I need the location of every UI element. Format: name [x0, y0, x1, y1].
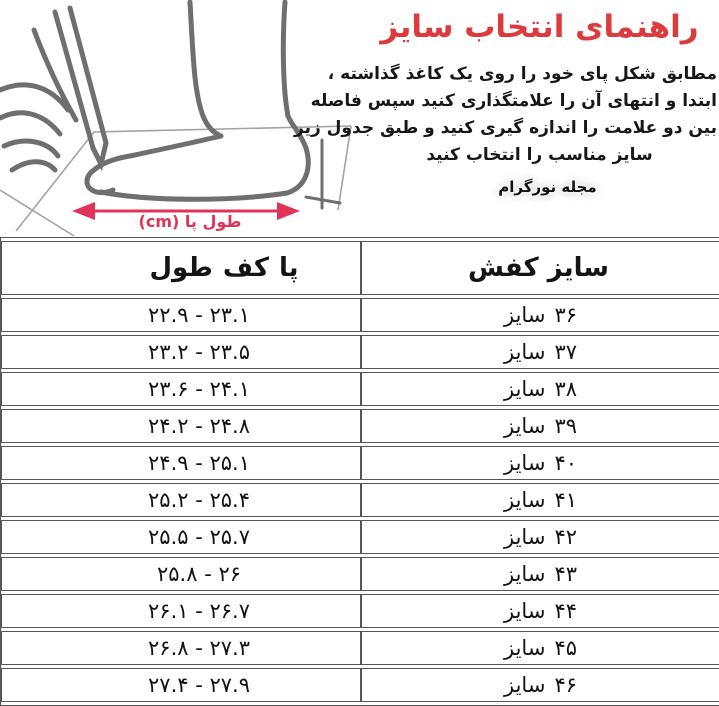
instructions [294, 61, 717, 169]
size-number: ۴۳ [554, 562, 577, 586]
intro-text-block [294, 0, 717, 196]
shoe-size [361, 446, 719, 480]
table-row [1, 372, 719, 406]
size-number: ۴۵ [554, 636, 577, 660]
size-word: سایز [504, 525, 546, 549]
foot-length-range: ۲۵.۸ - ۲۶ [1, 557, 361, 591]
size-word: سایز [504, 673, 546, 697]
table-row [1, 631, 719, 665]
measurement-guide-section [0, 0, 719, 237]
size-word: سایز [504, 414, 546, 438]
table-row [1, 520, 719, 554]
size-word: سایز [504, 488, 546, 512]
size-number: ۴۲ [554, 525, 577, 549]
foot-length-range: ۲۵.۵ - ۲۵.۷ [1, 520, 361, 554]
table-row [1, 594, 719, 628]
foot-length-range: ۲۵.۲ - ۲۵.۴ [1, 483, 361, 517]
instruction-line: بین دو علامت را اندازه گیری کنید و طبق جدول زیر [294, 117, 717, 138]
shoe-size [361, 520, 719, 554]
shoe-size [361, 483, 719, 517]
size-number: ۳۹ [554, 414, 577, 438]
size-number: ۴۶ [554, 673, 577, 697]
size-number: ۳۸ [554, 377, 577, 401]
table-row [1, 483, 719, 517]
size-word: سایز [504, 562, 546, 586]
instruction-line: ابتدا و انتهای آن را علامتگذاری کنید سپس فاصله [310, 90, 717, 111]
foot-length-range: ۲۶.۱ - ۲۶.۷ [1, 594, 361, 628]
size-table [0, 237, 719, 706]
size-word: سایز [504, 303, 546, 327]
foot-length-range: ۲۴.۹ - ۲۵.۱ [1, 446, 361, 480]
header-word: کف [222, 253, 269, 283]
foot-length-column-header [1, 241, 361, 295]
shoe-size [361, 298, 719, 332]
table-row [1, 298, 719, 332]
shoe-size [361, 631, 719, 665]
shoe-size [361, 335, 719, 369]
table-row [1, 668, 719, 702]
heel-mark [306, 140, 340, 208]
foot-outline [87, 2, 308, 199]
size-word: سایز [504, 599, 546, 623]
foot-length-label: طول پا (cm) [138, 212, 242, 231]
size-word: سایز [504, 340, 546, 364]
table-row [1, 335, 719, 369]
table-row [1, 409, 719, 443]
size-number: ۳۷ [554, 340, 577, 364]
instruction-line: سایز مناسب را انتخاب کنید [426, 144, 653, 165]
shoe-size-column-header: سایز کفش [361, 241, 719, 295]
size-word: سایز [504, 377, 546, 401]
hand-with-pen [0, 8, 106, 170]
header-word: طول [149, 253, 213, 283]
size-number: ۴۴ [554, 599, 577, 623]
size-number: ۳۶ [554, 303, 577, 327]
table-row [1, 557, 719, 591]
foot-length-range: ۲۳.۶ - ۲۴.۱ [1, 372, 361, 406]
shoe-size [361, 409, 719, 443]
foot-length-range: ۲۳.۲ - ۲۳.۵ [1, 335, 361, 369]
size-word: سایز [504, 451, 546, 475]
foot-length-range: ۲۴.۲ - ۲۴.۸ [1, 409, 361, 443]
table-header-row [1, 241, 719, 295]
page-title: راهنمای انتخاب سایز [380, 9, 699, 45]
instruction-line: مطابق شکل پای خود را روی یک کاغذ گذاشته ، [327, 63, 717, 84]
size-number: ۴۱ [554, 488, 577, 512]
header-word: پا [278, 253, 299, 283]
table-row [1, 446, 719, 480]
shoe-size [361, 594, 719, 628]
shoe-size [361, 557, 719, 591]
size-number: ۴۰ [554, 451, 577, 475]
watermark: مجله نورگرام [498, 177, 597, 196]
foot-length-range: ۲۲.۹ - ۲۳.۱ [1, 298, 361, 332]
size-word: سایز [504, 636, 546, 660]
shoe-size [361, 668, 719, 702]
foot-length-range: ۲۷.۴ - ۲۷.۹ [1, 668, 361, 702]
shoe-size [361, 372, 719, 406]
foot-length-range: ۲۶.۸ - ۲۷.۳ [1, 631, 361, 665]
